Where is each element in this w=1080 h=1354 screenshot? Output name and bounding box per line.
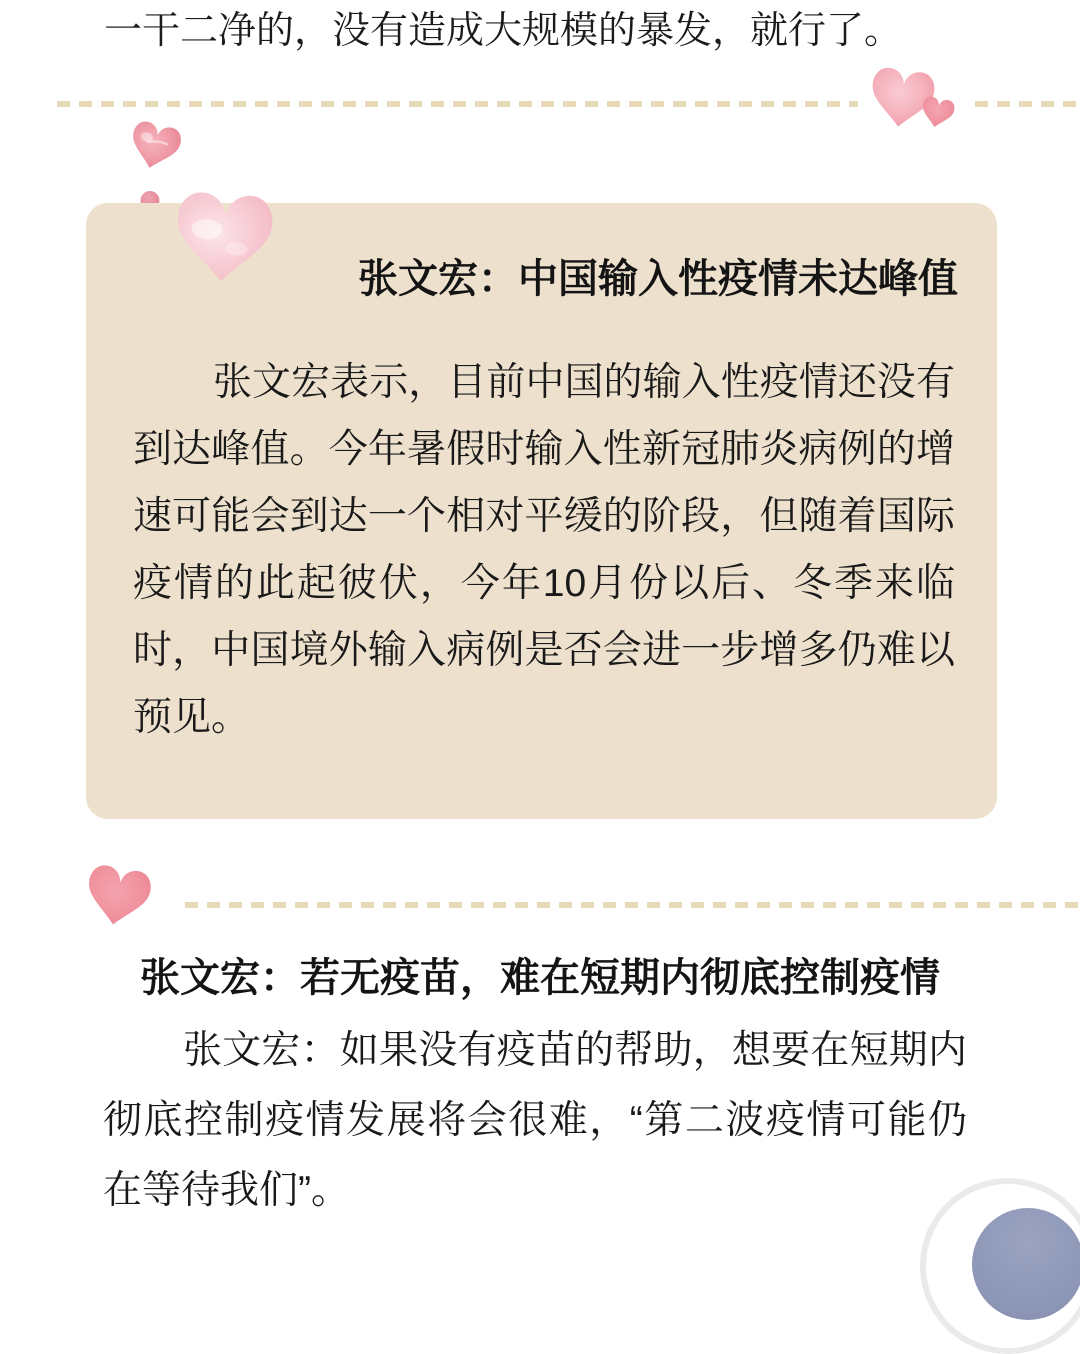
dashed-divider-top-left: [57, 101, 858, 107]
section-title: 张文宏：若无疫苗，难在短期内彻底控制疫情: [140, 956, 940, 1000]
heart-small-glossy-icon: [121, 113, 188, 179]
heart-divider-right-small-icon: [916, 92, 959, 134]
section-title: 张文宏：中国输入性疫情未达峰值: [358, 257, 958, 301]
heart-divider-left-icon: [77, 856, 160, 935]
intro-paragraph: 一干二净的，没有造成大规模的暴发，就行了。: [104, 10, 903, 52]
back-to-top-icon: [972, 1208, 1080, 1320]
dashed-divider-top-right: [975, 101, 1080, 107]
back-to-top-button[interactable]: [920, 1178, 1080, 1354]
dashed-divider-bottom: [185, 902, 1080, 908]
section-body: 张文宏表示，目前中国的输入性疫情还没有到达峰值。今年暑假时输入性新冠肺炎病例的增速可能会到达一个相对平缓的阶段，但随着国际疫情的此起彼伏，今年10月份以后、冬季来临时，中国境外输入病例是否会进一步增多仍难以预见。: [133, 361, 955, 739]
section-body: 张文宏：如果没有疫苗的帮助，想要在短期内彻底控制疫情发展将会很难，“第二波疫情可能仍在等待我们”。: [103, 1029, 967, 1212]
quote-card: [86, 203, 997, 819]
heart-large-soft-icon: [165, 179, 282, 294]
